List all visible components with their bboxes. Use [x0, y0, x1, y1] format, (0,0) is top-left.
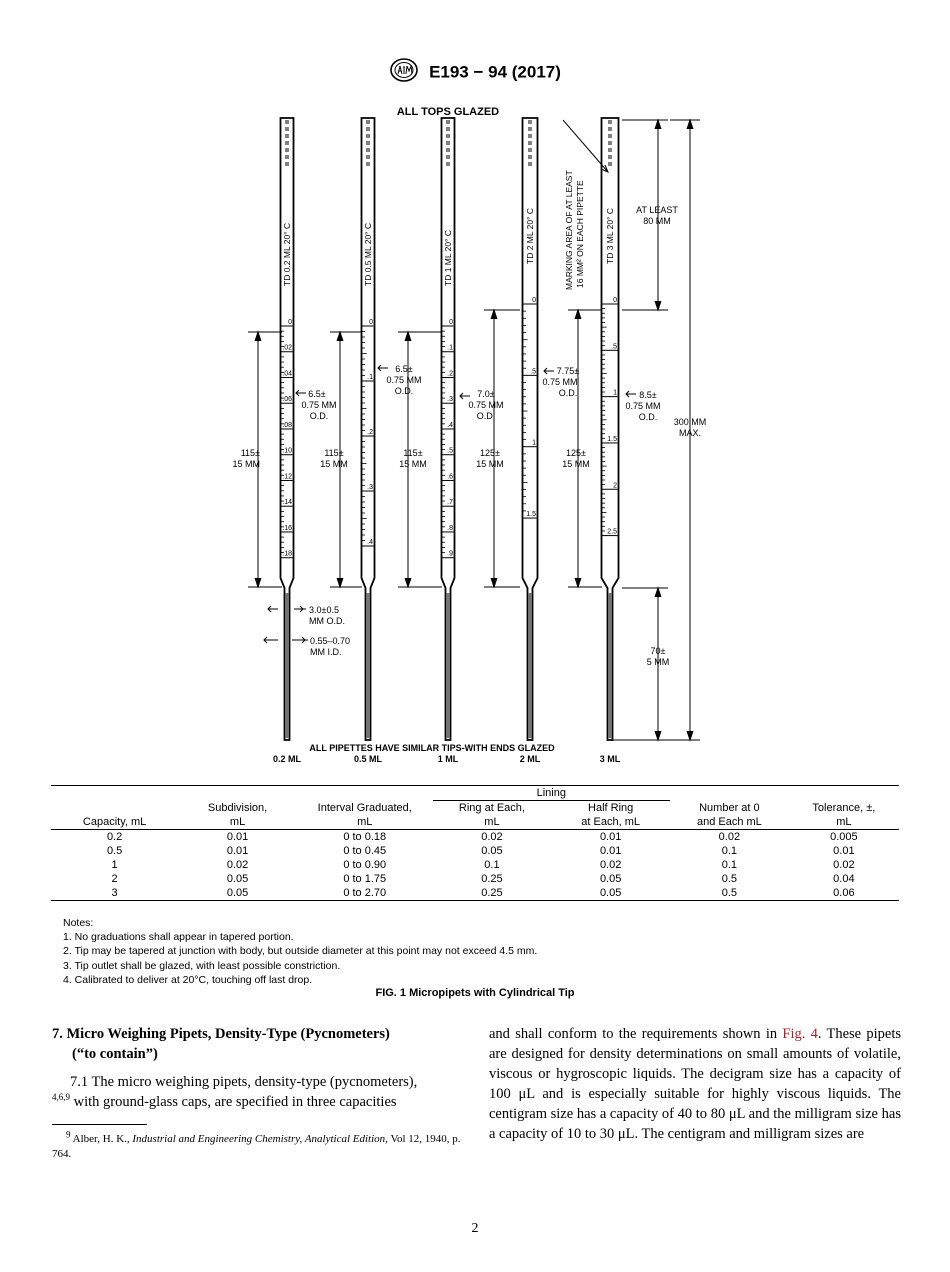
table-cell: 0.02	[718, 831, 741, 843]
capacity-table	[51, 785, 899, 901]
scale-label: .2	[367, 429, 373, 436]
od-2-l1: 7.75±	[556, 366, 580, 376]
tip-id-l1: 0.55–0.70	[310, 636, 351, 646]
footnote-rest: , Vol 12, 1940, p. 764.	[52, 1133, 461, 1160]
len-3-l2: 15 MM	[562, 459, 590, 469]
pipette-size-label: 1 ML	[437, 754, 459, 764]
figure-caption: FIG. 1 Micropipets with Cylindrical Tip	[375, 987, 575, 999]
pipette-size-label: 0.2 ML	[272, 754, 302, 764]
scale-label: .2	[447, 370, 453, 378]
table-cell: 0.1	[721, 859, 738, 871]
pipette-2	[362, 118, 375, 740]
scale-label: .3	[447, 396, 453, 404]
pipette-size-label: 0.5 ML	[353, 754, 383, 764]
scale-label: .4	[447, 421, 453, 429]
left-column	[52, 1024, 464, 1112]
tip-od-l1: 3.0±0.5	[309, 605, 339, 615]
section-heading	[52, 1024, 464, 1064]
at-least-l2: 80 MM	[643, 216, 671, 226]
od-2-l2: 0.75 MM	[542, 377, 578, 387]
scale-label: .18	[282, 550, 292, 558]
table-cell: 0.01	[226, 831, 249, 843]
scale-label: 0	[532, 297, 536, 304]
table-row	[51, 886, 899, 900]
scale-label: .8	[447, 524, 453, 532]
scale-label: .06	[282, 396, 292, 404]
table-header-bottom: Capacity, mL	[51, 815, 178, 830]
tip-id-l2: MM I.D.	[310, 647, 342, 657]
table-header-top: Interval Graduated,	[317, 801, 412, 814]
figure-notes	[63, 916, 537, 987]
p2-start: and shall conform to the requirements shown in	[489, 1026, 783, 1042]
pipette-size-label: 2 ML	[519, 754, 541, 764]
od-3-l1: 8.5±	[639, 390, 657, 400]
table-cell: 0 to 2.70	[343, 887, 387, 899]
pipette-marking-text: TD 3 ML 20° C	[605, 208, 615, 264]
pipette-1	[281, 118, 294, 740]
right-column	[489, 1024, 901, 1144]
scale-label: .14	[282, 499, 292, 507]
footnote-journal: Industrial and Engineering Chemistry, Analytical Edition	[132, 1133, 386, 1145]
tip-len-l2: 5 MM	[646, 657, 670, 667]
scale-label: 1	[532, 439, 536, 447]
od-02-l3: O.D.	[309, 411, 329, 421]
pipette-drawing	[230, 98, 730, 770]
table-cell: 0.06	[833, 887, 855, 899]
table-cell: 0.2	[106, 831, 123, 843]
table-cell: 0.5	[106, 845, 123, 857]
scale-label: 1.5	[607, 435, 617, 443]
table-cell: 0 to 0.45	[343, 845, 387, 857]
od-02-l2: 0.75 MM	[301, 400, 337, 410]
scale-label: 0	[369, 319, 373, 326]
table-cell: 0.1	[484, 859, 500, 871]
table-row	[51, 858, 899, 872]
pipette-size-label: 3 ML	[599, 754, 621, 764]
table-cell: 0.25	[481, 873, 503, 885]
scale-label: .1	[447, 344, 453, 352]
table-cell: 0.04	[833, 873, 855, 885]
table-header-bottom: at Each, mL	[551, 815, 670, 830]
scale-label: .5	[447, 447, 453, 455]
table-cell: 0.5	[721, 873, 738, 885]
scale-label: 2.5	[607, 528, 617, 536]
len-3-l1: 125±	[566, 448, 586, 458]
notes-heading: Notes:	[63, 917, 94, 929]
len-1-l2: 15 MM	[399, 459, 427, 469]
scale-label: 0	[613, 297, 617, 304]
table-row	[51, 872, 899, 886]
marking-area-l2: 16 MM² ON EACH PIPETTE	[575, 180, 585, 288]
marking-area-l1: MARKING AREA OF AT LEAST	[564, 170, 574, 290]
od-1-l3: O.D.	[476, 411, 496, 421]
pipette-figure	[230, 98, 730, 770]
max-len-l2: MAX.	[678, 428, 702, 438]
designation: E193 − 94 (2017)	[429, 62, 561, 82]
p1-rest: with ground-glass caps, are specified in three capacities	[70, 1094, 397, 1110]
od-3-l3: O.D.	[638, 412, 658, 422]
astm-logo-icon	[389, 57, 419, 88]
table-cell: 0.02	[481, 831, 503, 843]
table-cell: 0.01	[833, 845, 855, 857]
pipette-4	[523, 118, 538, 740]
table-header-top: Subdivision,	[207, 801, 268, 814]
table-cell: 3	[111, 887, 118, 899]
footnote-rule	[52, 1124, 147, 1125]
table-cell: 0.1	[721, 845, 738, 857]
note-3: 3. Tip outlet shall be glazed, with least possible constriction.	[63, 959, 341, 972]
table-header-bottom: and Each mL	[670, 815, 789, 830]
table-header-bottom: mL	[297, 815, 433, 830]
table-cell: 0.02	[599, 859, 622, 871]
len-02-l2: 15 MM	[232, 459, 260, 469]
table-cell: 0.02	[226, 859, 249, 871]
scale-label: 1	[613, 389, 617, 397]
section-heading-line2: (“to contain”)	[72, 1046, 158, 1062]
table-cell: 0.25	[481, 887, 503, 899]
table-cell: 0.01	[599, 845, 622, 857]
table-cell: 0.05	[599, 873, 622, 885]
od-05-l3: O.D.	[394, 386, 414, 396]
scale-label: .08	[282, 421, 292, 429]
scale-label: .5	[611, 343, 617, 351]
note-4: 4. Calibrated to deliver at 20°C, touching off last drop.	[63, 973, 313, 986]
p1-refs: 4,6,9	[52, 1092, 70, 1103]
scale-label: 2	[613, 482, 617, 490]
table-header-top: Tolerance, ±,	[812, 801, 876, 814]
scale-label: .4	[367, 539, 373, 546]
len-05-l1: 115±	[324, 448, 344, 458]
scale-label: .1	[367, 374, 373, 381]
table-header-bottom: mL	[433, 815, 552, 830]
table-cell: 0 to 1.75	[343, 873, 387, 885]
p2-rest: . These pipets are designed for density determinations on small amounts of volatile, viscous or hygroscopic liquids. The decigram size has a capacity of 100 μL and is especially suitable for highly viscous liquids. The centigram size has a capacity of 40 to 80 μL and the milligram size has a capacity of 10 to 30 μL. The centigram and milligram sizes are	[489, 1026, 902, 1142]
od-05-l1: 6.5±	[395, 364, 413, 374]
table-cell: 2	[111, 873, 118, 885]
tip-od-l2: MM O.D.	[309, 616, 345, 626]
page-header	[0, 57, 950, 88]
p1-start: 7.1 The micro weighing pipets, density-type (pycnometers),	[70, 1074, 418, 1090]
scale-label: .16	[282, 524, 292, 532]
table-header-top	[51, 801, 178, 816]
table-cell: 0.01	[226, 845, 249, 857]
scale-label: .10	[282, 447, 292, 455]
table-cell: 1	[111, 859, 118, 871]
len-05-l2: 15 MM	[320, 459, 348, 469]
len-02-l1: 115±	[240, 448, 260, 458]
pipette-marking-text: TD 0.2 ML 20° C	[282, 222, 292, 286]
scale-label: 0	[449, 319, 453, 326]
len-2-l2: 15 MM	[476, 459, 504, 469]
table-header-top: Ring at Each,	[458, 802, 525, 814]
footnote-9	[52, 1129, 464, 1162]
scale-label: .12	[282, 473, 292, 481]
table-row	[51, 844, 899, 858]
table-cell: 0 to 0.90	[343, 859, 387, 871]
len-2-l1: 125±	[480, 448, 500, 458]
footnote-num: 9	[66, 1129, 71, 1140]
section-heading-line1: 7. Micro Weighing Pipets, Density-Type (Pycnometers)	[52, 1026, 390, 1042]
tip-len-l1: 70±	[650, 646, 666, 656]
table-header-bottom: mL	[789, 815, 899, 830]
table-cell: 0.05	[481, 845, 503, 857]
table-cell: 0.05	[599, 887, 622, 899]
pipette-marking-text: TD 2 ML 20° C	[525, 208, 535, 264]
scale-label: .3	[367, 484, 373, 491]
scale-label: 1.5	[526, 511, 536, 519]
fig-4-link[interactable]: Fig. 4	[782, 1026, 818, 1042]
od-1-l1: 7.0±	[477, 389, 495, 399]
od-3-l2: 0.75 MM	[625, 401, 661, 411]
note-1: 1. No graduations shall appear in tapered portion.	[63, 931, 294, 944]
page-number: 2	[471, 1221, 479, 1236]
table-header-top: Number at 0	[699, 801, 760, 814]
scale-label: .7	[447, 499, 453, 507]
pipette-marking-text: TD 0.5 ML 20° C	[363, 222, 373, 286]
table-cell: 0.5	[721, 887, 738, 899]
note-2: 2. Tip may be tapered at junction with body, but outside diameter at this point may not exceed 4.5 mm.	[63, 945, 538, 958]
lining-group-header: Lining	[433, 786, 670, 801]
pipette-marking-text: TD 1 ML 20° C	[443, 230, 453, 286]
scale-label: .5	[530, 368, 536, 376]
od-02-l1: 6.5±	[308, 389, 326, 399]
bottom-label: ALL PIPETTES HAVE SIMILAR TIPS-WITH ENDS GLAZED	[309, 743, 555, 753]
top-label: ALL TOPS GLAZED	[396, 106, 500, 118]
scale-label: 0	[288, 319, 292, 326]
table-cell: 0.05	[226, 873, 249, 885]
od-05-l2: 0.75 MM	[386, 375, 422, 385]
footnote-author: Alber, H. K.,	[70, 1133, 133, 1145]
od-2-l3: O.D.	[558, 388, 578, 398]
table-header-bottom: mL	[178, 815, 297, 830]
paragraph-7-1	[52, 1072, 464, 1112]
table-header-top: Half Ring	[588, 802, 634, 814]
od-1-l2: 0.75 MM	[468, 400, 504, 410]
table-cell: 0.01	[599, 831, 622, 843]
max-len-l1: 300 MM	[673, 417, 707, 427]
pipette-3	[442, 118, 455, 740]
table-cell: 0 to 0.18	[343, 831, 387, 843]
pipette-5	[602, 118, 619, 740]
at-least-l1: AT LEAST	[636, 205, 678, 215]
scale-label: .02	[282, 344, 292, 352]
table-cell: 0.005	[830, 831, 858, 843]
scale-label: .9	[447, 550, 453, 558]
scale-label: .04	[282, 370, 292, 378]
table-row	[51, 830, 899, 845]
scale-label: .6	[447, 473, 453, 481]
len-1-l1: 115±	[403, 448, 423, 458]
table-cell: 0.05	[226, 887, 249, 899]
table-cell: 0.02	[833, 859, 855, 871]
